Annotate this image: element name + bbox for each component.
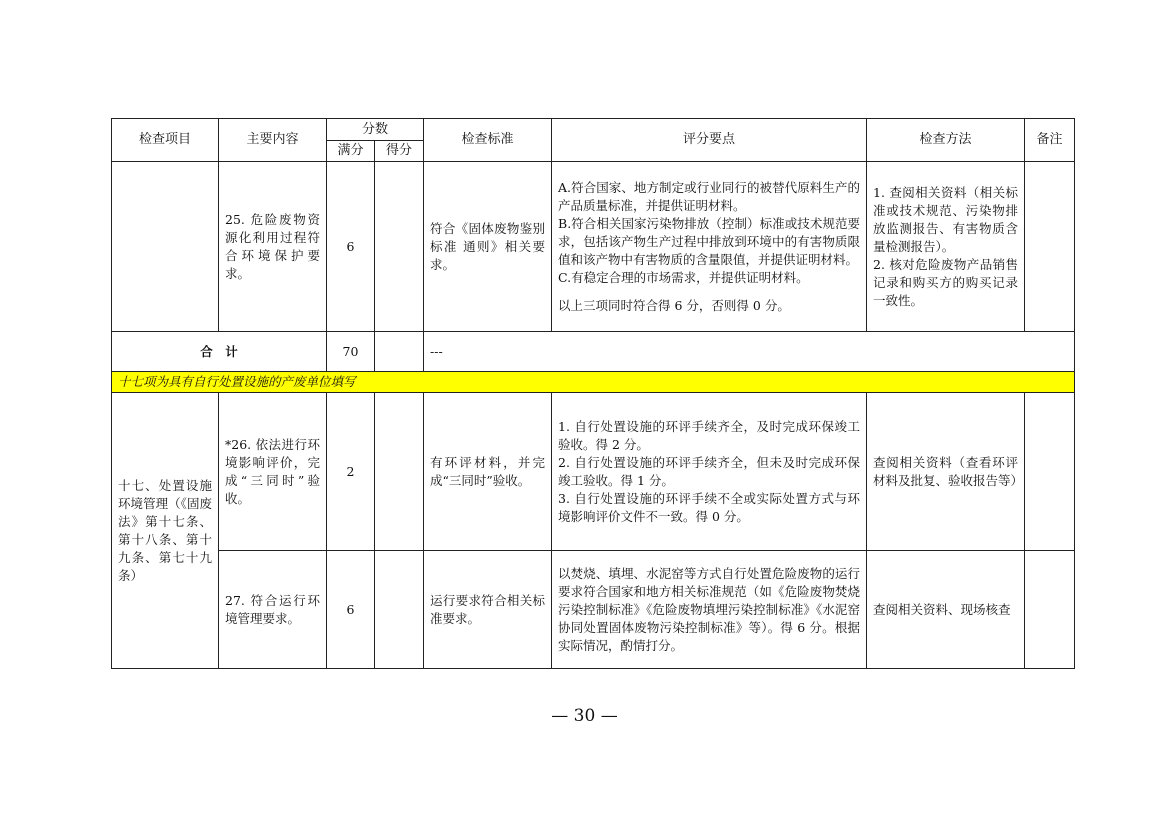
row26-point-1: 1. 自行处置设施的环评手续齐全，及时完成环保竣工验收。得 2 分。: [558, 418, 861, 452]
total-got: [375, 332, 424, 372]
header-note: 备注: [1025, 119, 1075, 162]
page-number: — 30 —: [551, 706, 618, 726]
row25-point-b: B.符合相关国家污染物排放（控制）标准或技术规范要求，包括该产物生产过程中排放到环境中的有害物质限值和该产物中有害物质的含量限值，并提供证明材料。: [558, 215, 861, 267]
section17-item: 十七、处置设施环境管理（《固废法》第十七条、第十八条、第十九条、第七十九条）: [112, 393, 219, 669]
row25-standard: 符合《固体废物鉴别标准 通则》相关要求。: [424, 162, 552, 332]
row27-note: [1025, 551, 1075, 669]
header-standard: 检查标准: [424, 119, 552, 162]
row25-points: [552, 162, 867, 332]
row26-points: [552, 393, 867, 551]
row25-full: 6: [327, 162, 375, 332]
row26-method: 查阅相关资料（查看环评材料及批复、验收报告等）: [867, 393, 1025, 551]
header-points: 评分要点: [552, 119, 867, 162]
header-method: 检查方法: [867, 119, 1025, 162]
table-row-27: [112, 551, 1075, 669]
row26-point-2: 2. 自行处置设施的环评手续齐全，但未及时完成环保竣工验收。得 1 分。: [558, 454, 861, 488]
header-row-1: [112, 119, 1075, 141]
row27-method: 查阅相关资料、现场核查: [867, 551, 1025, 669]
row27-full: 6: [327, 551, 375, 669]
row25-content: 25. 危险废物资源化利用过程符合环境保护要求。: [219, 162, 327, 332]
row26-point-3: 3. 自行处置设施的环评手续不全或实际处置方式与环境影响评价文件不一致。得 0 分。: [558, 490, 861, 524]
row27-got: [375, 551, 424, 669]
row25-point-a: A.符合国家、地方制定或行业同行的被替代原料生产的产品质量标准，并提供证明材料。: [558, 179, 861, 213]
section-band-row: [112, 372, 1075, 393]
row25-got: [375, 162, 424, 332]
row27-content: 27. 符合运行环境管理要求。: [219, 551, 327, 669]
total-row: [112, 332, 1075, 372]
row27-points: 以焚烧、填埋、水泥窑等方式自行处置危险废物的运行要求符合国家和地方相关标准规范（如《危险废物焚烧污染控制标准》《危险废物填埋污染控制标准》《水泥窑协同处置固体废物污染控制标准》等）。得 6 分。根据实际情况，酌情打分。: [552, 551, 867, 669]
header-score: 分数: [327, 119, 424, 141]
total-label: 合 计: [112, 332, 327, 372]
inspection-table: [111, 118, 1075, 669]
row25-method-1: 1. 查阅相关资料（相关标准或技术规范、污染物排放监测报告、有害物质含量检测报告）。: [873, 184, 1019, 254]
section-band: 十七项为具有自行处置设施的产废单位填写: [112, 372, 1075, 393]
header-content: 主要内容: [219, 119, 327, 162]
row26-full: 2: [327, 393, 375, 551]
row25-method: [867, 162, 1025, 332]
row25-point-summary: 以上三项同时符合得 6 分，否则得 0 分。: [558, 297, 790, 313]
total-full: 70: [327, 332, 375, 372]
row26-content: *26. 依法进行环境影响评价，完成“三同时”验收。: [219, 393, 327, 551]
table-row-25: [112, 162, 1075, 332]
row25-item: [112, 162, 219, 332]
header-full: 满分: [327, 141, 375, 162]
header-got: 得分: [375, 141, 424, 162]
row25-point-c: C.有稳定合理的市场需求，并提供证明材料。: [558, 269, 809, 285]
row26-got: [375, 393, 424, 551]
row25-note: [1025, 162, 1075, 332]
row26-standard: 有环评材料，并完成“三同时”验收。: [424, 393, 552, 551]
total-standard: ---: [424, 332, 1075, 372]
row25-method-2: 2. 核对危险废物产品销售记录和购买方的购买记录一致性。: [873, 256, 1019, 308]
header-item: 检查项目: [112, 119, 219, 162]
row26-note: [1025, 393, 1075, 551]
row27-standard: 运行要求符合相关标准要求。: [424, 551, 552, 669]
table-row-26: [112, 393, 1075, 551]
